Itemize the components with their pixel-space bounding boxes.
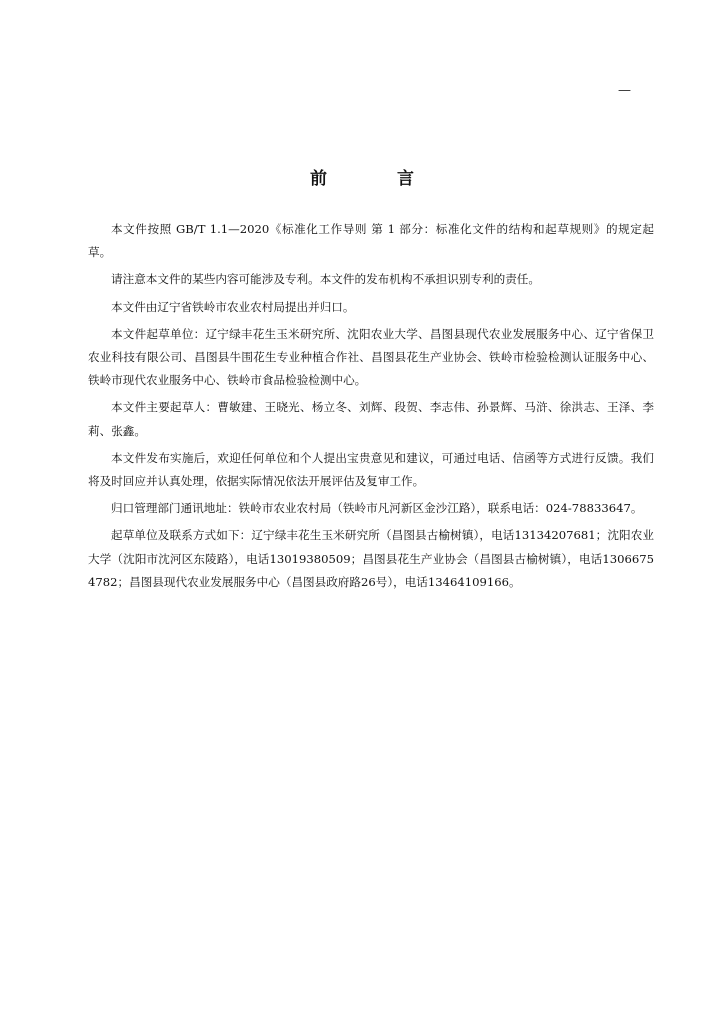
paragraph-proposer: 本文件由辽宁省铁岭市农业农村局提出并归口。 bbox=[111, 299, 355, 314]
paragraph-management-address: 归口管理部门通讯地址：铁岭市农业农村局（铁岭市凡河新区金沙江路），联系电话：024-78833647。 bbox=[111, 501, 643, 516]
paragraph-patent-notice: 请注意本文件的某些内容可能涉及专利。本文件的发布机构不承担识别专利的责任。 bbox=[111, 272, 540, 287]
paragraph-drafting-rules: 本文件按照 GB/T 1.1—2020《标准化工作导则 第 1 部分：标准化文件的结构和起草规则》的规定起草。 bbox=[88, 222, 654, 260]
paragraph-drafters: 本文件主要起草人：曹敏建、王晓光、杨立冬、刘辉、段贺、李志伟、孙景辉、马浒、徐洪志、王泽、李莉、张鑫。 bbox=[88, 400, 654, 438]
page-title: 前 言 bbox=[310, 169, 446, 189]
document-body bbox=[88, 218, 654, 598]
paragraph-drafting-units: 本文件起草单位：辽宁绿丰花生玉米研究所、沈阳农业大学、昌图县现代农业发展服务中心、辽宁省保卫农业科技有限公司、昌图县牛围花生专业种植合作社、昌图县花生产业协会、铁岭市检验检测认证服务中心、铁岭市现代农业服务中心、铁岭市食品检验检测中心。 bbox=[88, 326, 654, 388]
paragraph-feedback: 本文件发布实施后，欢迎任何单位和个人提出宝贵意见和建议，可通过电话、信函等方式进行反馈。我们将及时回应并认真处理，依据实际情况依法开展评估及复审工作。 bbox=[88, 450, 654, 489]
page-number-mark: — bbox=[618, 83, 631, 98]
paragraph-contacts: 起草单位及联系方式如下：辽宁绿丰花生玉米研究所（昌图县古榆树镇），电话13134207681；沈阳农业大学（沈阳市沈河区东陵路），电话13019380509；昌图县花生产业协会（昌图县古榆树镇），电话13066754782；昌图县现代农业发展服务中心（昌图县政府路26号），电话13464109166。 bbox=[88, 528, 654, 589]
